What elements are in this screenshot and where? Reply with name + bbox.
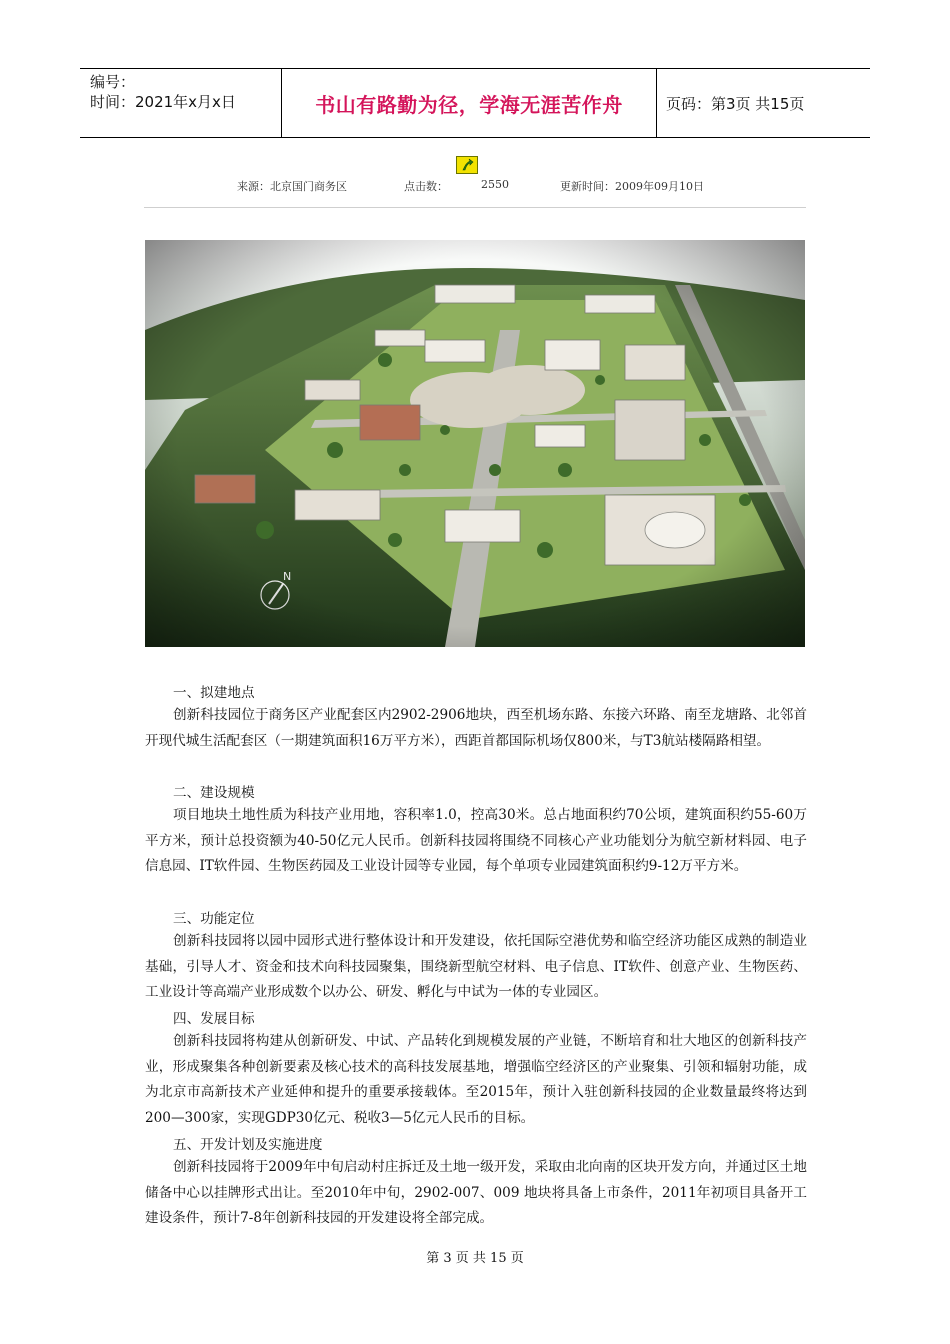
source-text: 来源：北京国门商务区: [237, 180, 347, 193]
section-5-text: 创新科技园将于2009年中旬启动村庄拆迁及土地一级开发，采取由北向南的区块开发方向，并通过区土地储备中心以挂牌形式出让。至2010年中旬，2902-007、009 地块将具备上市条件，2011年初项目具备开工建设条件，预计7-8年创新科技园的开发建设将全部完成。: [145, 1159, 807, 1226]
arrow-icon[interactable]: [456, 156, 478, 174]
updated-text: 更新时间：2009年09月10日: [560, 180, 704, 193]
section-3-text: 创新科技园将以园中园形式进行整体设计和开发建设，依托国际空港优势和临空经济功能区成熟的制造业基础，引导人才、资金和技术向科技园聚集，围绕新型航空材料、电子信息、IT软件、创意产业、生物医药、工业设计等高端产业形成数个以办公、研发、孵化与中试为一体的专业园区。: [145, 933, 807, 1000]
page-footer: 第 3 页 共 15 页: [426, 1251, 524, 1266]
clicks-label: 点击数：: [404, 180, 448, 193]
page-header: [80, 68, 870, 138]
header-page-cell: [657, 69, 870, 137]
motto-text: 书山有路勤为径，学海无涯苦作舟: [315, 92, 623, 117]
section-2-text: 项目地块土地性质为科技产业用地，容积率1.0，控高30米。总占地面积约70公顷，建筑面积约55-60万平方米，预计总投资额为40-50亿元人民币。创新科技园将围绕不同核心产业功能划分为航空新材料园、电子信息园、IT软件园、生物医药园及工业设计园等专业园，每个单项专业园建筑面积约9-12万平方米。: [145, 807, 807, 874]
section-2-title: 二、建设规模: [173, 785, 255, 801]
date-label: 时间：2021年x月x日: [90, 93, 236, 111]
section-4-title: 四、发展目标: [173, 1011, 255, 1027]
section-3-title: 三、功能定位: [173, 911, 255, 927]
code-label: 编号：: [90, 73, 136, 91]
header-left-cell: [80, 69, 280, 137]
page-info: 页码：第3页 共15页: [666, 94, 805, 113]
section-5-title: 五、开发计划及实施进度: [173, 1137, 323, 1153]
section-1-title: 一、拟建地点: [173, 685, 255, 701]
section-4-text: 创新科技园将构建从创新研发、中试、产品转化到规模发展的产业链，不断培育和壮大地区的创新科技产业，形成聚集各种创新要素及核心技术的高科技发展基地，增强临空经济区的产业聚集、引领和辐射功能，成为北京市高新技术产业延伸和提升的重要承接载体。至2015年，预计入驻创新科技园的企业数量最终将达到200—300家，实现GDP30亿元、税收3—5亿元人民币的目标。: [145, 1033, 807, 1126]
header-motto-cell: [281, 69, 657, 137]
aerial-rendering-image: [145, 240, 805, 647]
divider-line: [144, 207, 806, 208]
section-1-text: 创新科技园位于商务区产业配套区内2902-2906地块，西至机场东路、东接六环路、南至龙塘路、北邻首开现代城生活配套区（一期建筑面积16万平方米），西距首都国际机场仅800米，与T3航站楼隔路相望。: [145, 707, 807, 749]
clicks-value: 2550: [481, 178, 509, 191]
